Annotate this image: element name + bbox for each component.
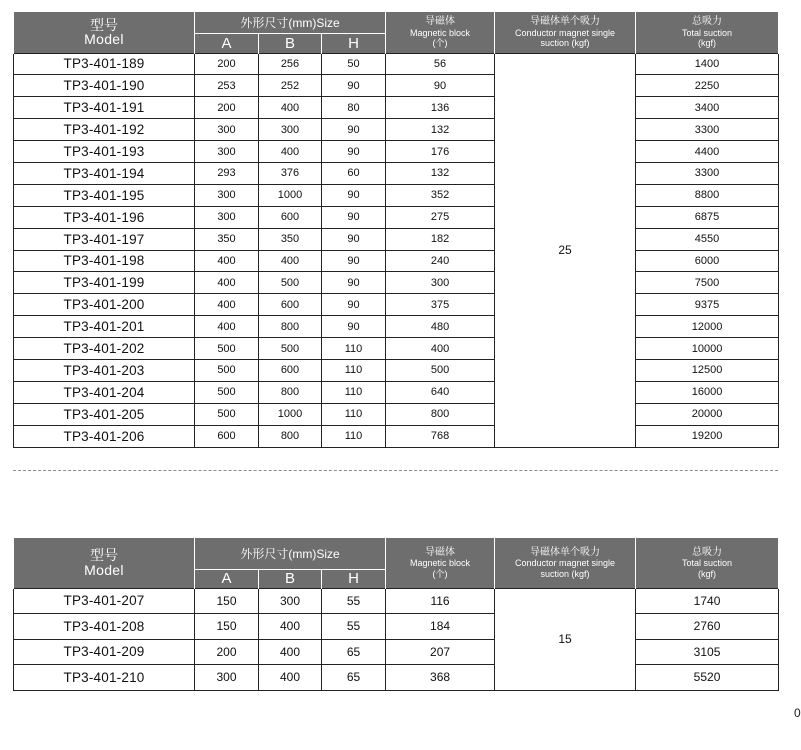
table-row [14,338,779,360]
dimension-b-cell: 376 [259,162,322,184]
total-suction-cell: 10000 [636,338,779,360]
total-suction-cell: 2760 [636,614,779,640]
dimension-a-cell: 300 [195,206,259,228]
dimension-h-cell: 110 [322,338,386,360]
magnetic-block-cell: 56 [386,53,495,75]
dimension-h-cell: 80 [322,97,386,119]
total-suction-cell: 12500 [636,359,779,381]
dimension-h-cell: 110 [322,403,386,425]
dimension-a-cell: 150 [195,614,259,640]
dimension-b-cell: 350 [259,228,322,250]
dimension-h-cell: 110 [322,425,386,447]
dimension-b-cell: 1000 [259,403,322,425]
magnetic-block-cell: 368 [386,665,495,691]
dimension-b-cell: 400 [259,141,322,163]
model-cell: TP3-401-203 [14,359,195,381]
table-row [14,588,779,614]
table-row [14,228,779,250]
dimension-h-cell: 90 [322,119,386,141]
header-model-cn: 型号 [90,16,118,33]
dimension-h-cell: 55 [322,614,386,640]
dimension-h-cell: 90 [322,294,386,316]
model-cell: TP3-401-202 [14,338,195,360]
header-magnetic-block [386,538,495,588]
header-single-suction [495,538,636,588]
dimension-b-cell: 400 [259,97,322,119]
header-total-en: Total suction [682,558,733,569]
header-block-en: Magnetic block [410,27,471,38]
dimension-a-cell: 600 [195,425,259,447]
dimension-b-cell: 800 [259,381,322,403]
dimension-a-cell: 253 [195,75,259,97]
header-model [14,12,195,53]
total-suction-cell: 2250 [636,75,779,97]
dimension-h-cell: 110 [322,381,386,403]
dimension-a-cell: 400 [195,316,259,338]
model-cell: TP3-401-208 [14,614,195,640]
header-block-cn: 导磁体 [425,546,456,558]
dimension-b-cell: 256 [259,53,322,75]
total-suction-cell: 6875 [636,206,779,228]
table-row [14,250,779,272]
dimension-a-cell: 200 [195,639,259,665]
total-suction-cell: 1400 [636,53,779,75]
dimension-b-cell: 300 [259,588,322,614]
header-block-en: Magnetic block [410,558,471,569]
table-row [14,403,779,425]
dimension-a-cell: 200 [195,97,259,119]
dimension-a-cell: 500 [195,403,259,425]
table-body [14,53,779,447]
header-model-cn: 型号 [90,547,118,564]
model-cell: TP3-401-196 [14,206,195,228]
dimension-a-cell: 293 [195,162,259,184]
model-cell: TP3-401-207 [14,588,195,614]
header-total-unit: (kgf) [698,38,717,48]
header-single-en1: Conductor magnet single [515,27,616,38]
table-row [14,639,779,665]
model-cell: TP3-401-206 [14,425,195,447]
header-col-b: B [259,569,322,588]
total-suction-cell: 16000 [636,381,779,403]
magnetic-block-cell: 300 [386,272,495,294]
model-cell: TP3-401-198 [14,250,195,272]
dimension-b-cell: 300 [259,119,322,141]
model-cell: TP3-401-190 [14,75,195,97]
model-cell: TP3-401-193 [14,141,195,163]
header-single-en2: suction (kgf) [540,568,590,579]
total-suction-cell: 3105 [636,639,779,665]
dimension-h-cell: 90 [322,250,386,272]
dimension-b-cell: 500 [259,338,322,360]
table-row [14,381,779,403]
spec-table-1 [13,12,779,448]
header-col-a: A [195,569,259,588]
header-magnetic-block [386,12,495,53]
model-cell: TP3-401-204 [14,381,195,403]
total-suction-cell: 4400 [636,141,779,163]
header-total-suction [636,538,779,588]
magnetic-block-cell: 400 [386,338,495,360]
model-cell: TP3-401-194 [14,162,195,184]
magnetic-block-cell: 500 [386,359,495,381]
model-cell: TP3-401-205 [14,403,195,425]
total-suction-cell: 3300 [636,119,779,141]
magnetic-block-cell: 90 [386,75,495,97]
header-block-cn: 导磁体 [425,16,456,28]
magnetic-block-cell: 132 [386,162,495,184]
table-row [14,294,779,316]
table-body [14,588,779,690]
header-single-en2: suction (kgf) [540,38,590,48]
model-cell: TP3-401-199 [14,272,195,294]
dimension-a-cell: 300 [195,141,259,163]
header-single-cn: 导磁体单个吸力 [530,16,601,28]
dimension-h-cell: 50 [322,53,386,75]
dimension-b-cell: 252 [259,75,322,97]
header-model-en: Model [84,31,124,48]
dimension-a-cell: 400 [195,294,259,316]
table-row [14,162,779,184]
header-model [14,538,195,588]
dashed-divider [13,470,778,471]
header-total-en: Total suction [682,27,733,38]
total-suction-cell: 6000 [636,250,779,272]
header-single-en1: Conductor magnet single [515,558,616,569]
dimension-h-cell: 90 [322,228,386,250]
single-suction-cell: 25 [495,53,636,447]
header-col-h: H [322,33,386,53]
dimension-b-cell: 400 [259,614,322,640]
header-total-suction [636,12,779,53]
magnetic-block-cell: 184 [386,614,495,640]
total-suction-cell: 19200 [636,425,779,447]
dimension-b-cell: 800 [259,316,322,338]
magnetic-block-cell: 116 [386,588,495,614]
total-suction-cell: 1740 [636,588,779,614]
model-cell: TP3-401-209 [14,639,195,665]
dimension-h-cell: 90 [322,206,386,228]
dimension-h-cell: 90 [322,141,386,163]
table-row [14,97,779,119]
total-suction-cell: 7500 [636,272,779,294]
dimension-h-cell: 110 [322,359,386,381]
table-header [14,12,779,53]
table-row [14,665,779,691]
magnetic-block-cell: 640 [386,381,495,403]
header-model-en: Model [84,561,124,578]
model-cell: TP3-401-195 [14,184,195,206]
dimension-a-cell: 350 [195,228,259,250]
dimension-h-cell: 65 [322,639,386,665]
table-row [14,141,779,163]
model-cell: TP3-401-197 [14,228,195,250]
dimension-h-cell: 90 [322,75,386,97]
table-row [14,75,779,97]
magnetic-block-cell: 375 [386,294,495,316]
model-cell: TP3-401-192 [14,119,195,141]
model-cell: TP3-401-210 [14,665,195,691]
dimension-b-cell: 400 [259,250,322,272]
table-header [14,538,779,588]
dimension-a-cell: 300 [195,119,259,141]
dimension-b-cell: 800 [259,425,322,447]
total-suction-cell: 5520 [636,665,779,691]
dimension-b-cell: 600 [259,294,322,316]
table-row [14,53,779,75]
table-row [14,425,779,447]
dimension-b-cell: 500 [259,272,322,294]
header-total-cn: 总吸力 [692,16,723,28]
dimension-h-cell: 90 [322,184,386,206]
total-suction-cell: 8800 [636,184,779,206]
table-row [14,272,779,294]
dimension-h-cell: 65 [322,665,386,691]
magnetic-block-cell: 136 [386,97,495,119]
total-suction-cell: 20000 [636,403,779,425]
magnetic-block-cell: 182 [386,228,495,250]
dimension-b-cell: 400 [259,639,322,665]
table-row [14,119,779,141]
dimension-b-cell: 1000 [259,184,322,206]
dimension-h-cell: 60 [322,162,386,184]
dimension-a-cell: 500 [195,338,259,360]
magnetic-block-cell: 800 [386,403,495,425]
total-suction-cell: 3300 [636,162,779,184]
header-col-b: B [259,33,322,53]
dimension-a-cell: 500 [195,359,259,381]
header-size: 外形尺寸(mm)Size [195,538,386,569]
dimension-h-cell: 55 [322,588,386,614]
magnetic-block-cell: 207 [386,639,495,665]
table-row [14,206,779,228]
total-suction-cell: 4550 [636,228,779,250]
spec-table-2 [13,538,779,691]
dimension-a-cell: 300 [195,665,259,691]
dimension-h-cell: 90 [322,272,386,294]
dimension-b-cell: 400 [259,665,322,691]
single-suction-cell: 15 [495,588,636,690]
dimension-a-cell: 400 [195,272,259,294]
table-row [14,359,779,381]
dimension-a-cell: 500 [195,381,259,403]
total-suction-cell: 3400 [636,97,779,119]
magnetic-block-cell: 480 [386,316,495,338]
header-total-cn: 总吸力 [692,546,723,558]
header-single-cn: 导磁体单个吸力 [530,546,601,558]
header-size: 外形尺寸(mm)Size [195,12,386,33]
dimension-b-cell: 600 [259,206,322,228]
total-suction-cell: 12000 [636,316,779,338]
dimension-a-cell: 400 [195,250,259,272]
corner-mark: 0 [794,706,801,720]
table-row [14,614,779,640]
header-col-a: A [195,33,259,53]
dimension-b-cell: 600 [259,359,322,381]
dimension-a-cell: 300 [195,184,259,206]
model-cell: TP3-401-191 [14,97,195,119]
header-total-unit: (kgf) [698,568,717,579]
model-cell: TP3-401-189 [14,53,195,75]
table-row [14,184,779,206]
magnetic-block-cell: 176 [386,141,495,163]
header-block-unit: (个) [432,38,448,48]
dimension-h-cell: 90 [322,316,386,338]
model-cell: TP3-401-201 [14,316,195,338]
header-single-suction [495,12,636,53]
magnetic-block-cell: 352 [386,184,495,206]
magnetic-block-cell: 132 [386,119,495,141]
header-block-unit: (个) [432,568,448,579]
magnetic-block-cell: 768 [386,425,495,447]
total-suction-cell: 9375 [636,294,779,316]
table-row [14,316,779,338]
magnetic-block-cell: 275 [386,206,495,228]
header-col-h: H [322,569,386,588]
magnetic-block-cell: 240 [386,250,495,272]
model-cell: TP3-401-200 [14,294,195,316]
dimension-a-cell: 200 [195,53,259,75]
dimension-a-cell: 150 [195,588,259,614]
